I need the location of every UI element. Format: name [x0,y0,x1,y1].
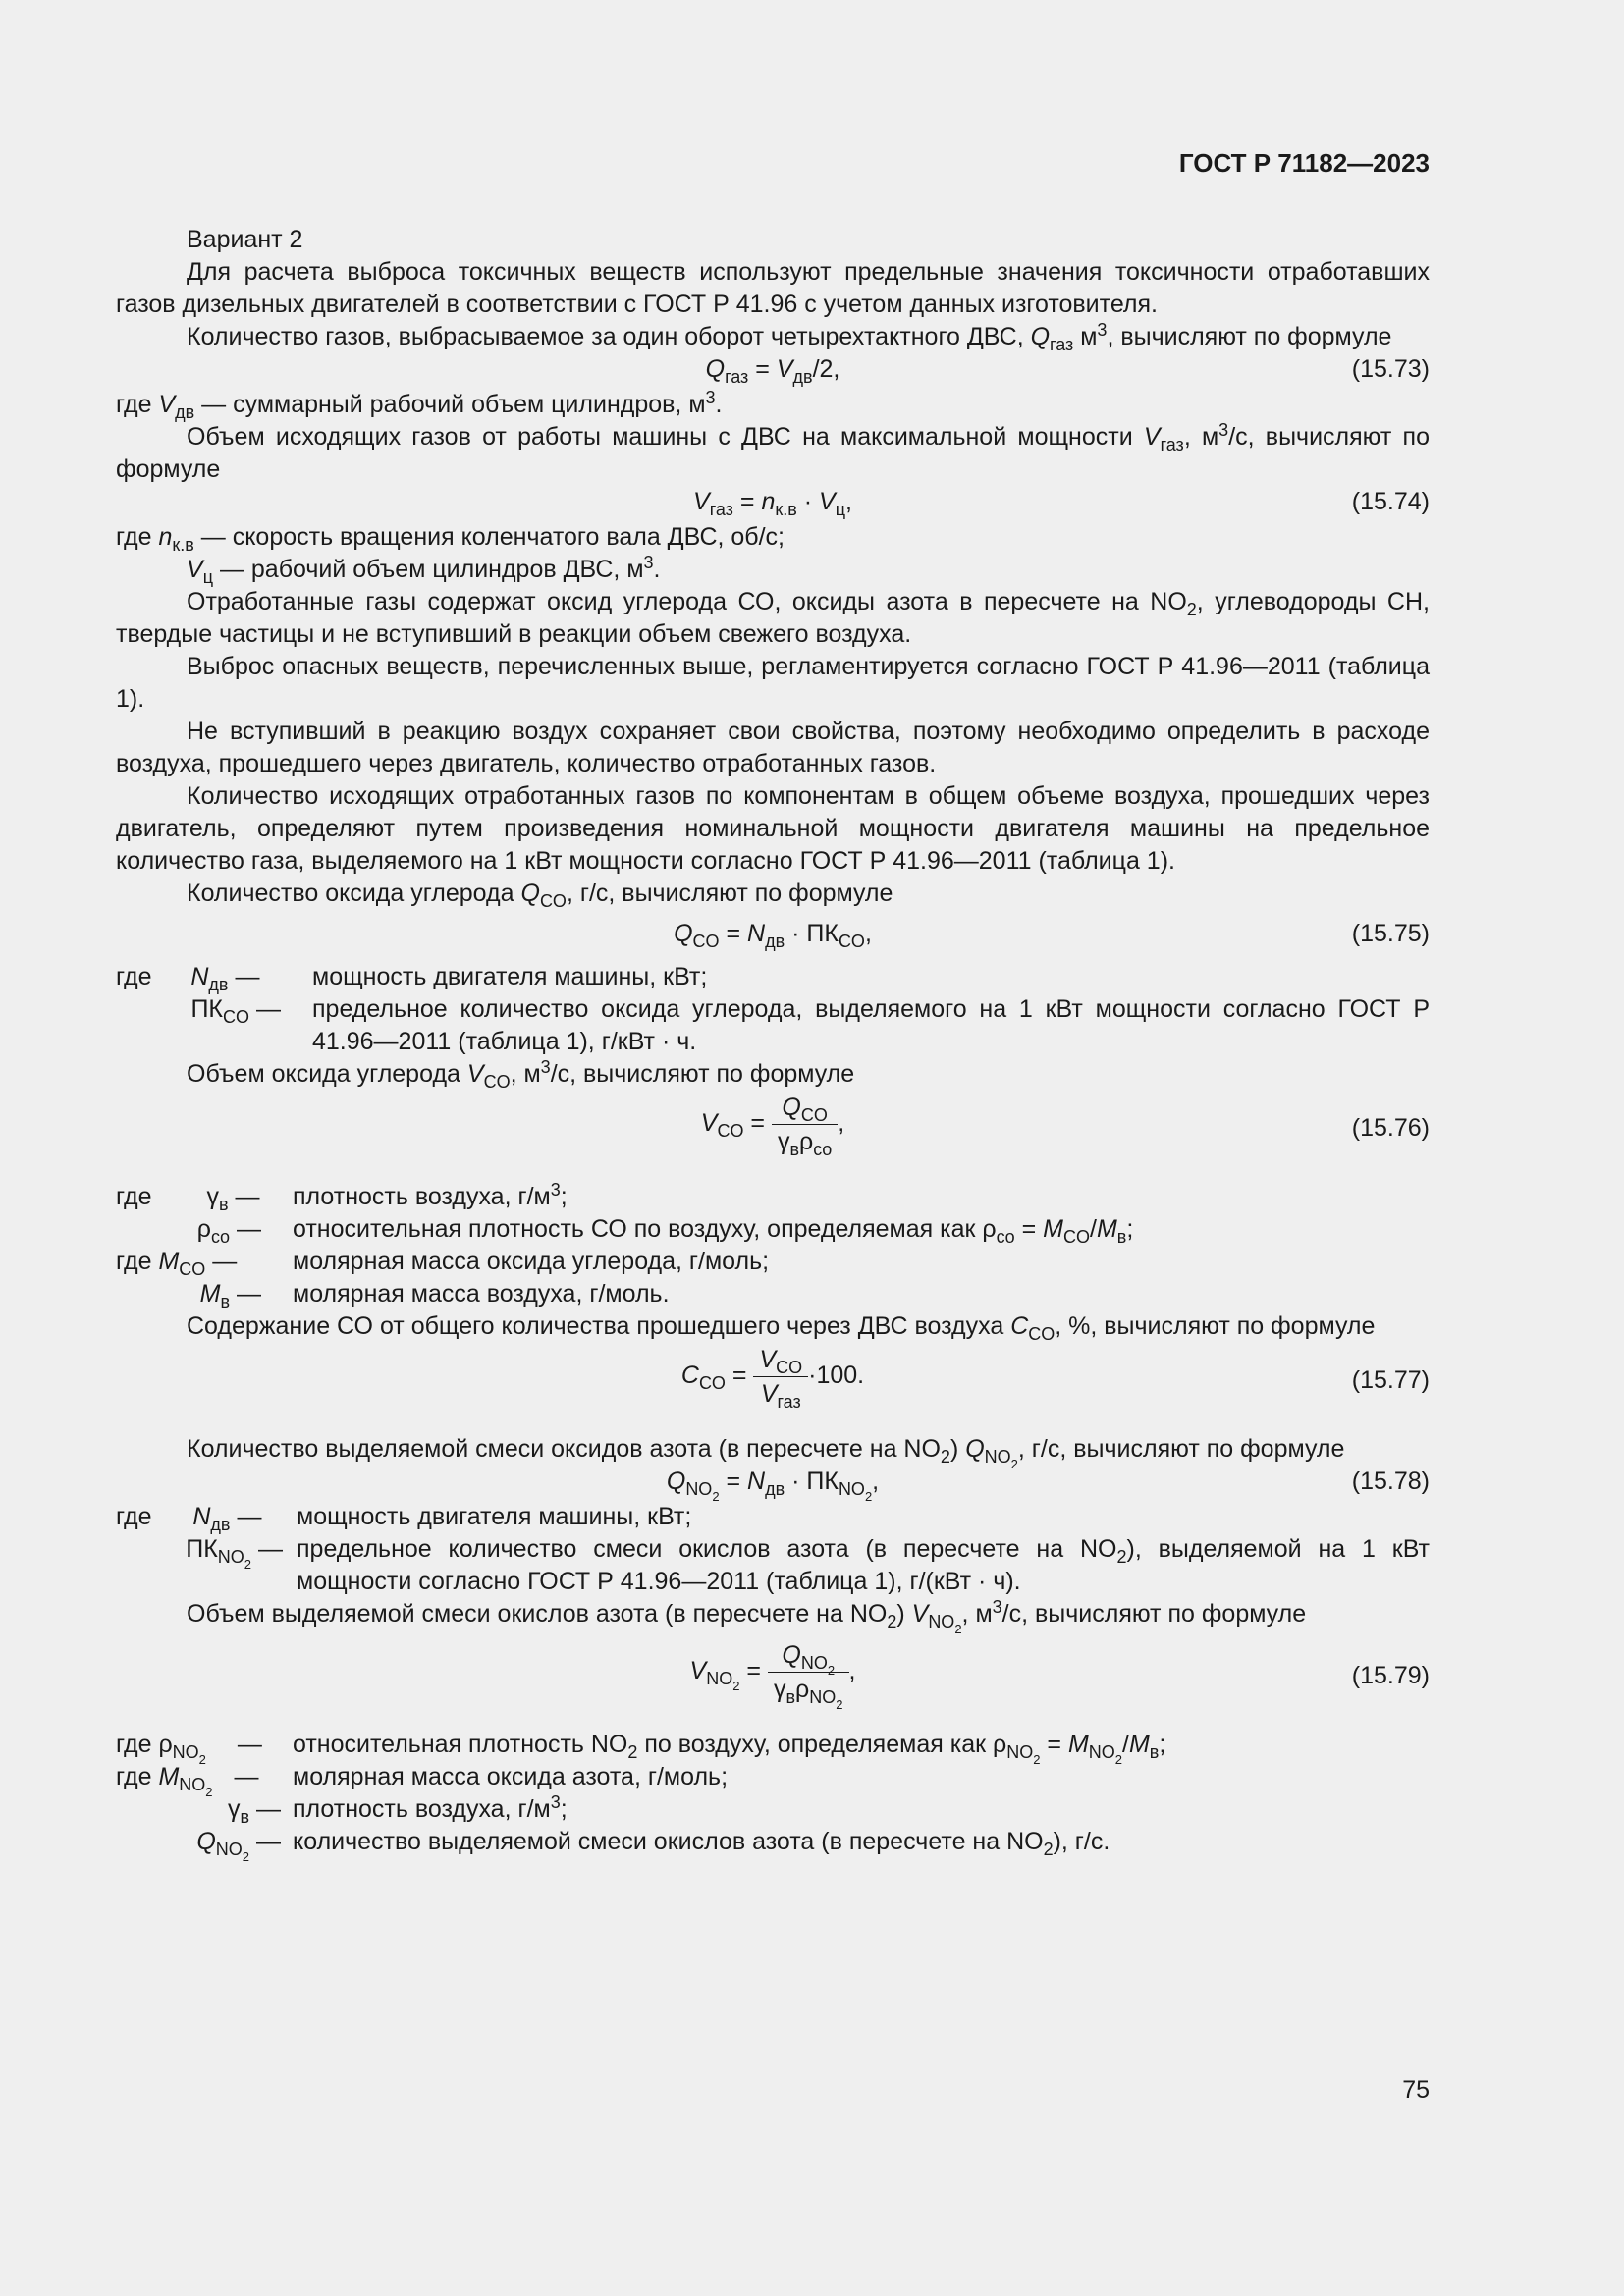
definition-15-78-b: $ПК_{NO_2}$ — предельное количество смеси окислов азота (в пересчете на $NO_2$), выделяемой на 1 кВт мощности согласно ГОСТ Р 41.96—2011 (таблица 1), г/(кВт · ч). [186,1535,1431,1595]
definition-15-79-a: где $\rho_{NO_2}—$ относительная плотность $NO_2$ по воздуху, определяемая как $\rho_{NO_2} = M_{NO_2}/M_в$; [116,1731,1166,1767]
equation-15-75: $Q_{CO} = N_{дв} \cdot ПК_{CO}$, (15.75) [674,920,1430,951]
paragraph-1: Для расчета выброса токсичных веществ используют предельные значения токсичности отработавших газов дизельных двигателей в соответствии с ГОСТ Р 41.96 с учетом данных изготовителя. [116,258,1430,318]
paragraph-9: Объем оксида углерода $V_{CO}$, $м^3/с$, вычисляют по формуле [187,1057,855,1092]
equation-15-77: $C_{CO}$ = $\frac{V_{CO}}{V_{газ}}$ ·100. (15.77) [116,1343,1430,1421]
document-body [116,224,1431,1864]
definition-15-79-c: $\gamma_в$ — плотность воздуха, $г/м^3$; [227,1792,568,1827]
paragraph-11: Количество выделяемой смеси оксидов азота (в пересчете на $NO_2$) $Q_{NO_2}$, г/с, вычисляют по формуле [187,1435,1345,1471]
paragraph-10: Содержание СО от общего количества прошедшего через ДВС воздуха $C_{CO}$, %, вычисляют по формуле [187,1312,1376,1344]
equation-number: (15.79) [1351,1662,1430,1689]
definition-15-76-d: $M_в$ — молярная масса воздуха, г/моль. [199,1280,670,1311]
document-header: ГОСТ Р 71182—2023 [1178,148,1430,178]
definition-15-79-d: $Q_{NO_2}$ — количество выделяемой смеси окислов азота (в пересчете на $NO_2$), г/с. [196,1828,1110,1864]
definition-15-75-b: $ПК_{CO}$ — предельное количество оксида углерода, выделяемого на 1 кВт мощности согласно ГОСТ Р 41.96—2011 (таблица 1), г/кВт · ч. [190,995,1430,1055]
page-number: 75 [1402,2076,1430,2104]
definition-15-74-a: где $n_{к.в}$ — скорость вращения коленчатого вала ДВС, об/с; [116,523,785,555]
paragraph-3: Объем исходящих газов от работы машины с ДВС на максимальной мощности $V_{газ}$, $м^3/с$, вычисляют по формуле [116,420,1430,483]
equation-15-76: $V_{CO}$ = $\frac{Q_{CO}}{\gamma_в\rho_{co}}$ , (15.76) [116,1091,1430,1169]
definition-15-73: где $V_{дв}$ — суммарный рабочий объем цилиндров, $м^3$. [116,388,723,422]
definition-15-74-b: $V_ц$ — рабочий объем цилиндров ДВС, $м^3$. [187,553,661,587]
definition-15-76-c: где $M_{CO}$ — молярная масса оксида углерода, г/моль; [116,1248,770,1279]
definition-15-79-b: где $M_{NO_2}—$ молярная масса оксида азота, г/моль; [116,1763,729,1799]
definition-15-78-a: где $N_{дв}$ — мощность двигателя машины, кВт; [116,1503,692,1534]
equation-15-79: $V_{NO_2}$ = $\frac{Q_{NO_2}}{\gamma_в\rho_{NO_2}}$ , (15.79) [116,1638,1430,1717]
equation-number: (15.73) [1351,355,1430,383]
paragraph-5: Выброс опасных веществ, перечисленных выше, регламентируется согласно ГОСТ Р 41.96—2011 (таблица 1). [116,653,1430,713]
definition-15-75-a: где $N_{дв}$ — мощность двигателя машины, кВт; [116,963,708,994]
equation-number: (15.77) [1351,1366,1430,1394]
equation-number: (15.75) [1351,920,1430,947]
paragraph-6: Не вступивший в реакцию воздух сохраняет свои свойства, поэтому необходимо определить в расходе воздуха, прошедшего через двигатель, количество отработанных газов. [116,718,1430,777]
equation-15-74: $V_{газ} = n_{к.в} \cdot V_ц$, (15.74) [693,488,1430,519]
paragraph-12: Объем выделяемой смеси окислов азота (в пересчете на $NO_2$) $V_{NO_2}$, $м^3/с$, вычисляют по формуле [187,1597,1307,1636]
equation-number: (15.74) [1351,488,1430,515]
definition-15-76-b: $\rho_{co}$ — относительная плотность СО по воздуху, определяемая как $\rho_{co} = M_{CO}/M_в$; [196,1215,1134,1247]
equation-15-78: $Q_{NO_2} = N_{дв} \cdot ПК_{NO_2}$, (15.78) [666,1468,1430,1504]
paragraph-4: Отработанные газы содержат оксид углерода СО, оксиды азота в пересчете на $NO_2$, углеводороды СН, твердые частицы и не вступивший в реакции объем свежего воздуха. [116,588,1430,648]
equation-number: (15.76) [1351,1114,1430,1142]
paragraph-8: Количество оксида углерода $Q_{CO}$, г/с, вычисляют по формуле [187,880,893,911]
variant-heading: Вариант 2 [187,226,303,253]
equation-15-73: $Q_{газ} = V_{дв}/2$, (15.73) [705,355,1430,387]
paragraph-7: Количество исходящих отработанных газов по компонентам в общем объеме воздуха, прошедших через двигатель, определяют путем произведения номинальной мощности двигателя машины на предельное количество газа, выделяемого на 1 кВт мощности согласно ГОСТ Р 41.96—2011 (таблица 1). [116,782,1430,875]
definition-15-76-a: где $\gamma_в$ — плотность воздуха, $г/м^3$; [116,1180,568,1214]
equation-number: (15.78) [1351,1468,1430,1495]
paragraph-2: Количество газов, выбрасываемое за один оборот четырехтактного ДВС, $Q_{газ}$ $м^3$, вычисляют по формуле [187,320,1392,354]
